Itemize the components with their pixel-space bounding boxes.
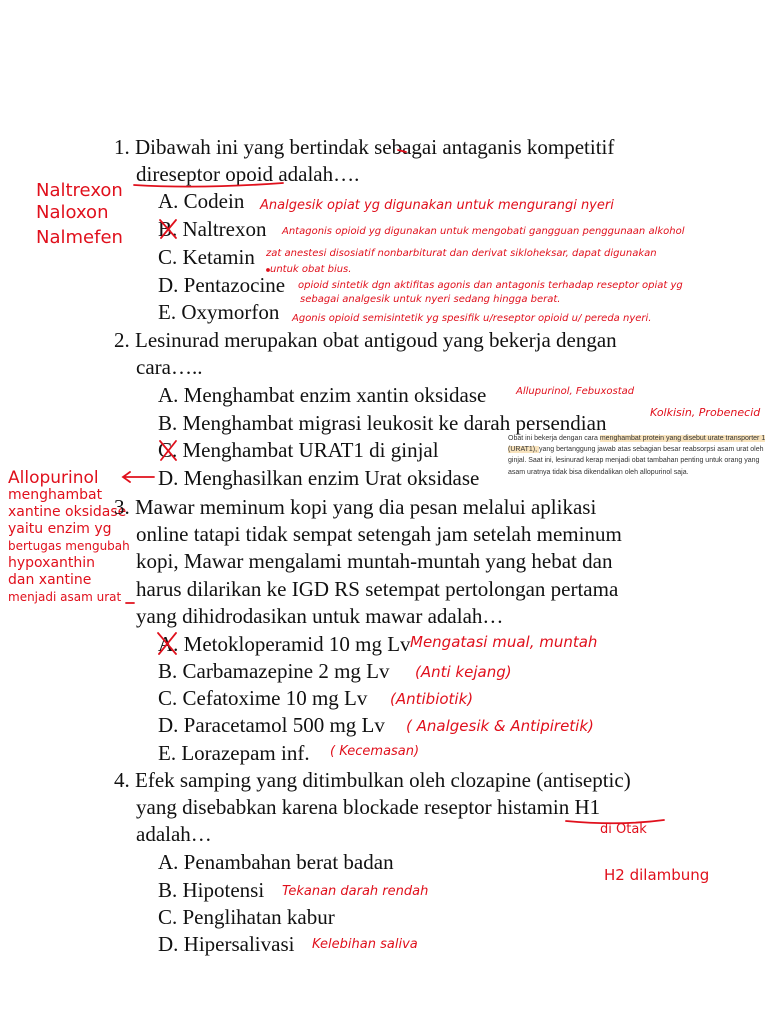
q4-option-a: A. Penambahan berat badan: [158, 850, 394, 874]
side-note-line: menjadi asam urat: [8, 590, 122, 604]
q2-option-a: A. Menghambat enzim xantin oksidase: [158, 383, 487, 407]
explanation-text-1: Obat ini bekerja dengan cara: [508, 435, 600, 442]
side-note-nalmefen: Nalmefen: [36, 227, 123, 248]
q4-stem-line3: adalah…: [136, 822, 212, 846]
side-note-naloxon: Naloxon: [36, 202, 109, 223]
q2-note-a: Allupurinol, Febuxostad: [516, 386, 635, 397]
q4-option-b: B. Hipotensi: [158, 878, 265, 902]
q2-side-note: [8, 470, 130, 606]
q3-note-b: (Anti kejang): [415, 663, 512, 681]
q4-note-otak: di Otak: [600, 822, 647, 837]
q3-stem-line4: harus dilarikan ke IGD RS setempat pertolongan pertama: [136, 577, 619, 601]
q1-side-notes: [36, 180, 123, 249]
q1-option-b: B. Naltrexon: [158, 217, 267, 241]
q3-stem-line5: yang dihidrodasikan untuk mawar adalah…: [136, 604, 504, 628]
dot-mark: [267, 269, 269, 271]
q4-option-c: C. Penglihatan kabur: [158, 905, 335, 929]
q4-stem-text: yang disebabkan karena blockade reseptor: [136, 795, 497, 819]
q4-stem-underlined: histamin H1: [496, 795, 601, 819]
q3-option-a: A. Metokloperamid 10 mg Lv: [158, 632, 411, 656]
q1-stem-line2: [136, 161, 359, 188]
side-note-line: menghambat: [8, 487, 103, 503]
q1-option-a: A. Codein: [158, 189, 245, 213]
q4-note-d: Kelebihan saliva: [312, 937, 418, 952]
q2-stem-line1: 2. Lesinurad merupakan obat antigoud yang bekerja dengan: [114, 328, 617, 352]
q1-note-e: Agonis opioid semisintetik yg spesifik u/reseptor opioid u/ pereda nyeri.: [292, 313, 652, 324]
q3-note-d: ( Analgesik & Antipiretik): [406, 717, 594, 735]
q3-option-d: D. Paracetamol 500 mg Lv: [158, 713, 385, 737]
q1-option-e: E. Oxymorfon: [158, 300, 280, 324]
q4-stem-line2: [136, 794, 600, 821]
q3-option-b: B. Carbamazepine 2 mg Lv: [158, 659, 390, 683]
side-note-line: dan xantine: [8, 572, 92, 588]
q2-stem-line2: cara…..: [136, 355, 203, 379]
q3-note-e: ( Kecemasan): [330, 744, 420, 759]
q3-option-e: E. Lorazepam inf.: [158, 741, 310, 765]
side-note-line: Allopurinol: [8, 468, 99, 488]
q4-note-b: Tekanan darah rendah: [282, 884, 429, 899]
q1-note-c1: zat anestesi disosiatif nonbarbiturat dan derivat sikloheksar, dapat digunakan: [266, 248, 657, 259]
explanation-text-2: yang bertanggung jawab atas sebagian besar reabsorpsi asam urat oleh ginjal. Saat ini, lesinurad kerap menjadi obat tambahan penting untuk orang yang asam uratnya tidak bisa dikendalikan oleh allopurinol saja.: [508, 446, 764, 476]
q3-note-c: (Antibiotik): [390, 690, 474, 708]
q1-stem-line1: 1. Dibawah ini yang bertindak sebagai antaganis kompetitif: [114, 135, 615, 159]
q4-note-h2: H2 dilambung: [604, 866, 710, 884]
q2-explanation-note: [508, 433, 766, 478]
side-note-naltrexon: Naltrexon: [36, 180, 123, 201]
q3-option-c: C. Cefatoxime 10 mg Lv: [158, 686, 368, 710]
q2-option-b: B. Menghambat migrasi leukosit ke darah persendian: [158, 411, 607, 435]
q3-stem-line3: kopi, Mawar mengalami muntah-muntah yang hebat dan: [136, 549, 613, 573]
explanation-highlight: menghambat protein yang disebut urate transporter 1 (URAT1),: [508, 435, 766, 454]
q1-stem-end: adalah….: [273, 162, 360, 186]
side-note-line: hypoxanthin: [8, 555, 96, 571]
q3-stem-line2: online tatapi tidak sempat setengah jam setelah meminum: [136, 522, 622, 546]
q1-option-d: D. Pentazocine: [158, 273, 286, 297]
q1-note-c2: untuk obat bius.: [270, 264, 352, 275]
side-note-line: bertugas mengubah: [8, 539, 130, 553]
q3-stem-line1: 3. Mawar meminum kopi yang dia pesan melalui aplikasi: [114, 495, 597, 519]
q1-option-c: C. Ketamin: [158, 245, 255, 269]
q2-option-d: D. Menghasilkan enzim Urat oksidase: [158, 466, 480, 490]
q2-note-b: Kolkisin, Probenecid: [650, 406, 761, 419]
q1-note-d1: opioid sintetik dgn aktifitas agonis dan antagonis terhadap reseptor opiat yg: [298, 280, 683, 291]
q1-stem-underlined: direseptor opoid: [136, 162, 274, 186]
q1-note-d2: sebagai analgesik untuk nyeri sedang hingga berat.: [300, 294, 561, 305]
q1-note-b: Antagonis opioid yg digunakan untuk mengobati gangguan penggunaan alkohol: [282, 226, 685, 237]
q4-option-d: D. Hipersalivasi: [158, 932, 295, 956]
q2-option-c: C. Menghambat URAT1 di ginjal: [158, 438, 439, 462]
q3-note-a: Mengatasi mual, muntah: [410, 633, 598, 651]
q1-note-a: Analgesik opiat yg digunakan untuk mengurangi nyeri: [260, 198, 614, 213]
side-note-line: yaitu enzim yg: [8, 521, 112, 537]
side-note-line: xantine oksidase: [8, 504, 127, 520]
q4-stem-line1: 4. Efek samping yang ditimbulkan oleh clozapine (antiseptic): [114, 768, 631, 792]
